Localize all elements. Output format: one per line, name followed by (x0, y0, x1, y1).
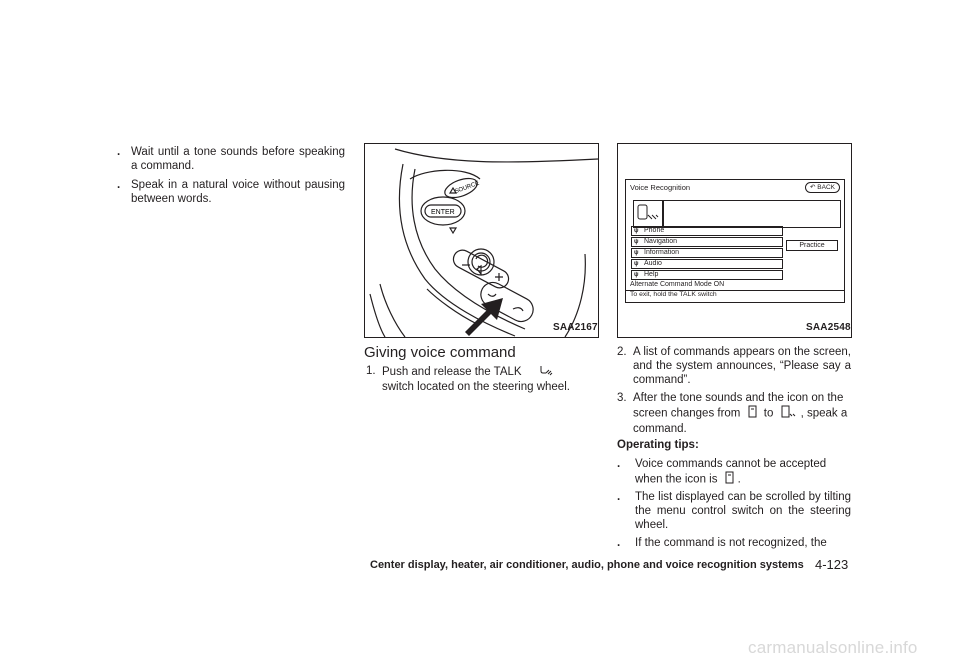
list-item-label: Help (644, 271, 659, 278)
page-number: 4-123 (815, 557, 849, 572)
step-text-part: , speak a command. (633, 407, 848, 435)
step-text (633, 391, 851, 436)
tip-text: If the command is not recognized, the (635, 537, 827, 549)
tip-item (617, 457, 851, 488)
list-item (631, 248, 783, 258)
tip-text: The list displayed can be scrolled by tilting the menu control switch on the steering wheel. (635, 491, 851, 531)
back-button: ↶ BACK (805, 182, 840, 193)
bullet-item (117, 178, 345, 206)
bullet-dot: . (617, 458, 621, 470)
alternate-mode-status: Alternate Command Mode ON (630, 281, 725, 288)
bullet-dot: . (117, 146, 121, 158)
bullet-dot: . (117, 179, 121, 191)
watermark: carmanualsonline.info (748, 638, 918, 657)
voice-item-icon: ψ (634, 228, 639, 234)
arrow-pointer-icon (465, 298, 503, 336)
list-item-label: Audio (644, 260, 662, 267)
practice-button: Practice (786, 240, 838, 251)
talk-switch-icon (539, 364, 553, 380)
step-1 (366, 364, 598, 394)
footer-section-title: Center display, heater, air conditioner, audio, phone and voice recognition systems (370, 559, 804, 571)
step-text-part: Push and release the TALK (382, 366, 522, 379)
back-label: BACK (817, 184, 835, 191)
tips-heading: Operating tips: (617, 439, 699, 451)
list-item (631, 226, 783, 236)
exit-hint: To exit, hold the TALK switch (630, 291, 717, 298)
list-item-label: Navigation (644, 238, 678, 245)
list-item (631, 237, 783, 247)
screen-title: Voice Recognition (630, 183, 691, 192)
source-button-label: SOURCE (454, 180, 481, 196)
tip-item (617, 536, 851, 550)
steering-wheel-illustration (365, 144, 598, 337)
tip-text (635, 457, 851, 488)
step-number: 2. (617, 346, 627, 358)
tip-text-part: . (737, 473, 741, 486)
voice-recognition-screen (625, 179, 845, 303)
microphone-icon (633, 200, 663, 228)
tip-item (617, 490, 851, 532)
step-text-part: switch located on the steering wheel. (382, 381, 570, 393)
recognition-display (663, 200, 841, 228)
microphone-icon (747, 405, 758, 422)
step-text-part: After the tone sounds and the icon on the screen changes from (633, 392, 844, 420)
voice-item-icon: ψ (634, 250, 639, 256)
bullet-item (117, 145, 345, 173)
bullet-text: Speak in a natural voice without pausing between words. (131, 179, 345, 205)
enter-button-label: ENTER (431, 209, 455, 216)
bullet-dot: . (617, 537, 621, 549)
list-item-label: Phone (644, 227, 665, 234)
voice-item-icon: ψ (634, 261, 639, 267)
microphone-active-icon (780, 405, 798, 422)
step-text (382, 364, 598, 394)
microphone-icon (724, 471, 735, 488)
bullet-text: Wait until a tone sounds before speaking a command. (131, 146, 345, 172)
step-text-part: to (763, 407, 774, 420)
list-item (631, 270, 783, 280)
voice-item-icon: ψ (634, 239, 639, 245)
step-text: A list of commands appears on the screen, and the system announces, “Please say a command”. (633, 346, 851, 386)
voice-item-icon: ψ (634, 272, 639, 278)
figure-code: SAA2167 (553, 322, 598, 333)
step-number: 1. (366, 365, 376, 377)
step-3 (617, 391, 851, 436)
step-2 (617, 345, 851, 387)
bullet-dot: . (617, 491, 621, 503)
section-heading: Giving voice command (364, 344, 516, 361)
step-number: 3. (617, 392, 627, 404)
tip-text-part: Voice commands cannot be accepted when the icon is (635, 458, 827, 486)
figure-code: SAA2548 (806, 322, 851, 333)
list-item-label: Information (644, 249, 680, 256)
steering-wheel-figure (364, 143, 599, 338)
list-item (631, 259, 783, 269)
